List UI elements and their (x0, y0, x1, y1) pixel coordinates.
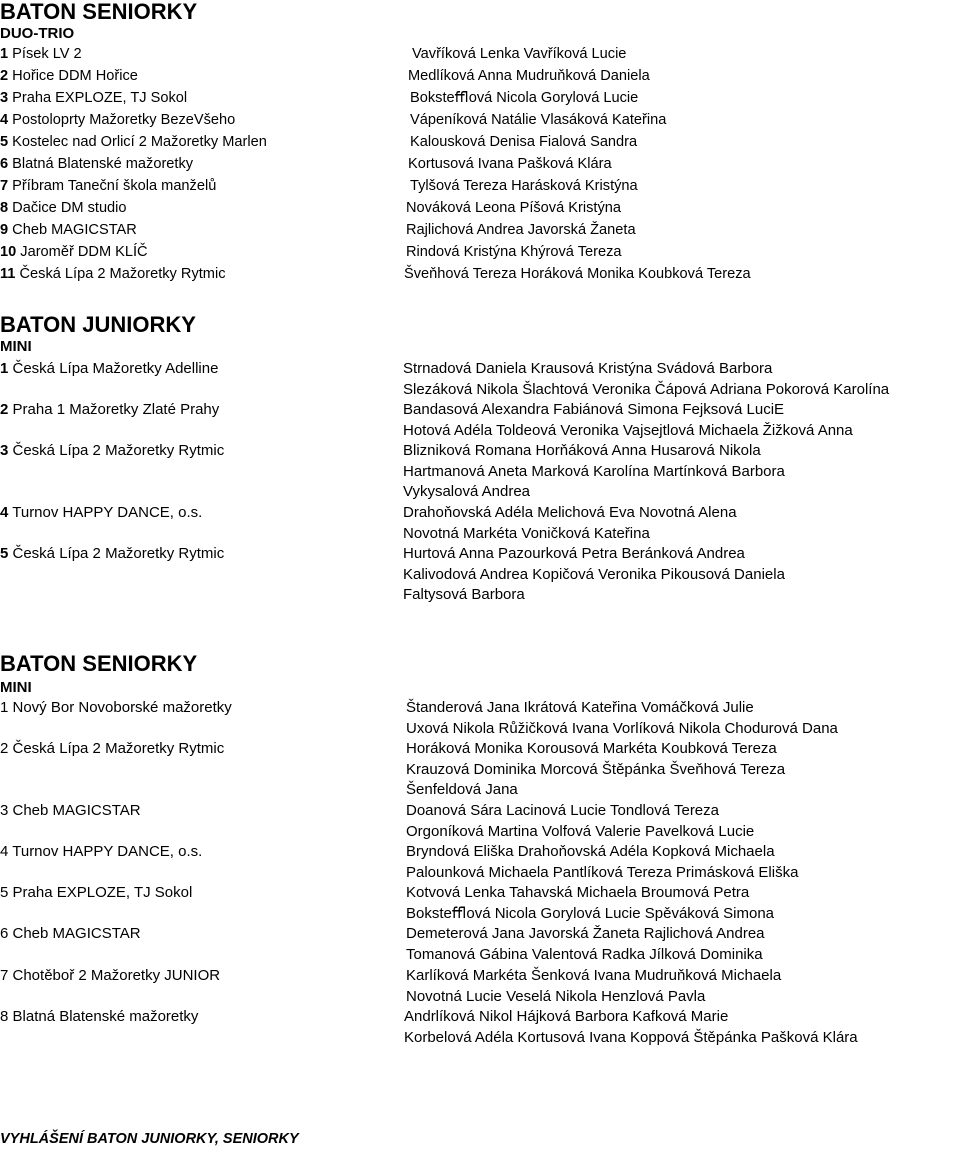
club-label: Příbram Taneční škola manželů (8, 178, 217, 194)
section-subtitle-mini-seniorky: MINI (0, 679, 32, 696)
club-label: Česká Lípa 2 Mažoretky Rytmic (8, 740, 225, 757)
member-names-line: Tylšová Tereza Harásková Kristýna (410, 178, 638, 194)
member-names-line: Boksteﬄová Nicola Gorylová Lucie Spěváková Simona (406, 904, 775, 922)
club-name (0, 967, 220, 984)
club-label: Chotěboř 2 Mažoretky JUNIOR (8, 967, 221, 984)
section-subtitle-mini-juniorky: MINI (0, 338, 32, 355)
member-names-line: Tomanová Gábina Valentová Radka Jílková Dominika (406, 945, 763, 963)
club-label: Dačice DM studio (8, 200, 127, 216)
placement-number: 8 (0, 200, 9, 216)
club-name (0, 68, 138, 85)
member-names-line: Bryndová Eliška Drahoňovská Adéla Kopková Michaela (406, 843, 775, 860)
club-label: Česká Lípa Mažoretky Adelline (8, 360, 219, 377)
member-names-line: Faltysová Barbora (403, 586, 525, 604)
placement-number: 4 (0, 504, 9, 521)
club-label: Blatná Blatenské mažoretky (8, 156, 194, 172)
member-names-line: Hurtová Anna Pazourková Petra Beránková Andrea (403, 545, 745, 562)
club-name (0, 504, 202, 521)
club-label: Turnov HAPPY DANCE, o.s. (8, 843, 203, 860)
placement-number: 7 (0, 967, 9, 984)
placement-number: 2 (0, 740, 9, 757)
placement-number: 8 (0, 1008, 9, 1025)
placement-number: 7 (0, 178, 9, 194)
club-name (0, 740, 224, 757)
club-name (0, 266, 226, 283)
club-label: Turnov HAPPY DANCE, o.s. (8, 504, 203, 521)
section-title-baton-seniorky-duo: BATON SENIORKY (0, 0, 198, 24)
club-name (0, 925, 141, 942)
member-names-line: Andrlíková Nikol Hájková Barbora Kafková Marie (404, 1008, 729, 1025)
club-name (0, 156, 193, 173)
placement-number: 2 (0, 401, 9, 418)
club-name (0, 401, 219, 418)
club-name (0, 360, 218, 377)
footer-announcement: VYHLÁŠENÍ BATON JUNIORKY, SENIORKY (0, 1131, 299, 1147)
member-names-line: Kalousková Denisa Fialová Sandra (410, 134, 638, 150)
placement-number: 3 (0, 442, 9, 459)
club-name (0, 112, 235, 129)
club-name (0, 802, 141, 819)
club-label: Jaroměř DDM KLÍČ (16, 244, 148, 260)
member-names-line: Novotná Markéta Voničková Kateřina (403, 524, 650, 542)
member-names-line: Rindová Kristýna Khýrová Tereza (406, 244, 622, 260)
club-label: Praha EXPLOZE, TJ Sokol (8, 90, 188, 106)
member-names-line: Strnadová Daniela Krausová Kristýna Svádová Barbora (403, 360, 773, 377)
placement-number: 5 (0, 134, 9, 150)
member-names-line: Rajlichová Andrea Javorská Žaneta (406, 222, 636, 238)
club-name (0, 46, 82, 63)
member-names-line: Palounková Michaela Pantlíková Tereza Primásková Eliška (406, 863, 799, 881)
member-names-line: Krauzová Dominika Morcová Štěpánka Šveňhová Tereza (406, 760, 786, 778)
member-names-line: Horáková Monika Korousová Markéta Koubková Tereza (406, 740, 777, 757)
club-name (0, 244, 148, 261)
member-names-line: Kalivodová Andrea Kopičová Veronika Pikousová Daniela (403, 565, 785, 583)
placement-number: 4 (0, 112, 9, 128)
member-names-line: Karlíková Markéta Šenková Ivana Mudruňková Michaela (406, 967, 782, 984)
club-label: Hořice DDM Hořice (8, 68, 138, 84)
placement-number: 1 (0, 699, 9, 716)
placement-number: 5 (0, 545, 9, 562)
club-label: Praha 1 Mažoretky Zlaté Prahy (8, 401, 220, 418)
placement-number: 6 (0, 925, 9, 942)
member-names-line: Novotná Lucie Veselá Nikola Henzlová Pavla (406, 987, 706, 1005)
placement-number: 3 (0, 802, 9, 819)
club-label: Cheb MAGICSTAR (8, 925, 141, 942)
placement-number: 9 (0, 222, 9, 238)
club-name (0, 699, 232, 716)
club-label: Česká Lípa 2 Mažoretky Rytmic (8, 442, 225, 459)
member-names-line: Šenfeldová Jana (406, 781, 518, 799)
section-title-baton-juniorky: BATON JUNIORKY (0, 312, 196, 337)
club-label: Cheb MAGICSTAR (8, 222, 137, 238)
placement-number: 3 (0, 90, 9, 106)
member-names-line: Šveňhová Tereza Horáková Monika Koubková Tereza (404, 266, 751, 282)
member-names-line: Bandasová Alexandra Fabiánová Simona Fejksová LuciE (403, 401, 785, 418)
member-names-line: Doanová Sára Lacinová Lucie Tondlová Tereza (406, 802, 719, 819)
placement-number: 11 (0, 266, 16, 282)
placement-number: 1 (0, 46, 9, 62)
member-names-line: Korbelová Adéla Kortusová Ivana Koppová Štěpánka Pašková Klára (404, 1028, 858, 1046)
member-names-line: Blizniková Romana Horňáková Anna Husarová Nikola (403, 442, 761, 459)
club-label: Blatná Blatenské mažoretky (8, 1008, 199, 1025)
placement-number: 5 (0, 884, 9, 901)
member-names-line: Štanderová Jana Ikrátová Kateřina Vomáčková Julie (406, 699, 754, 716)
club-label: Česká Lípa 2 Mažoretky Rytmic (8, 545, 225, 562)
member-names-line: Slezáková Nikola Šlachtová Veronika Čápová Adriana Pokorová Karolína (403, 380, 890, 398)
club-name (0, 222, 137, 239)
member-names-line: Vykysalová Andrea (403, 483, 531, 501)
member-names-line: Vavříková Lenka Vavříková Lucie (412, 46, 627, 62)
club-name (0, 843, 202, 860)
club-label: Cheb MAGICSTAR (8, 802, 141, 819)
placement-number: 2 (0, 68, 9, 84)
section-subtitle-duo-trio: DUO-TRIO (0, 25, 75, 42)
club-name (0, 200, 127, 217)
club-name (0, 178, 216, 195)
section-title-baton-seniorky-mini: BATON SENIORKY (0, 651, 198, 676)
club-name (0, 90, 187, 107)
club-label: Praha EXPLOZE, TJ Sokol (8, 884, 193, 901)
member-names-line: Medlíková Anna Mudruňková Daniela (408, 68, 650, 84)
club-name (0, 1008, 198, 1025)
member-names-line: Hartmanová Aneta Marková Karolína Martínková Barbora (403, 462, 785, 480)
club-label: Písek LV 2 (8, 46, 82, 62)
club-name (0, 545, 224, 562)
club-label: Nový Bor Novoborské mažoretky (8, 699, 232, 716)
placement-number: 1 (0, 360, 9, 377)
member-names-line: Orgoníková Martina Volfová Valerie Pavelková Lucie (406, 822, 755, 840)
member-names-line: Demeterová Jana Javorská Žaneta Rajlichová Andrea (406, 925, 765, 942)
club-label: Česká Lípa 2 Mažoretky Rytmic (15, 266, 226, 282)
club-name (0, 134, 267, 151)
club-label: Postoloprty Mažoretky BezeVšeho (8, 112, 236, 128)
placement-number: 4 (0, 843, 9, 860)
member-names-line: Drahoňovská Adéla Melichová Eva Novotná Alena (403, 504, 737, 521)
member-names-line: Kortusová Ivana Pašková Klára (408, 156, 612, 172)
member-names-line: Kotvová Lenka Tahavská Michaela Broumová Petra (406, 884, 750, 901)
member-names-line: Vápeníková Natálie Vlasáková Kateřina (410, 112, 667, 128)
member-names-line: Hotová Adéla Toldeová Veronika Vajsejtlová Michaela Žižková Anna (403, 421, 853, 439)
club-name (0, 442, 224, 459)
placement-number: 6 (0, 156, 9, 172)
club-name (0, 884, 192, 901)
member-names-line: Uxová Nikola Růžičková Ivana Vorlíková Nikola Chodurová Dana (406, 719, 838, 737)
member-names-line: Boksteﬄová Nicola Gorylová Lucie (410, 90, 639, 106)
club-label: Kostelec nad Orlicí 2 Mažoretky Marlen (8, 134, 267, 150)
member-names-line: Nováková Leona Píšová Kristýna (406, 200, 621, 216)
placement-number: 10 (0, 244, 17, 260)
